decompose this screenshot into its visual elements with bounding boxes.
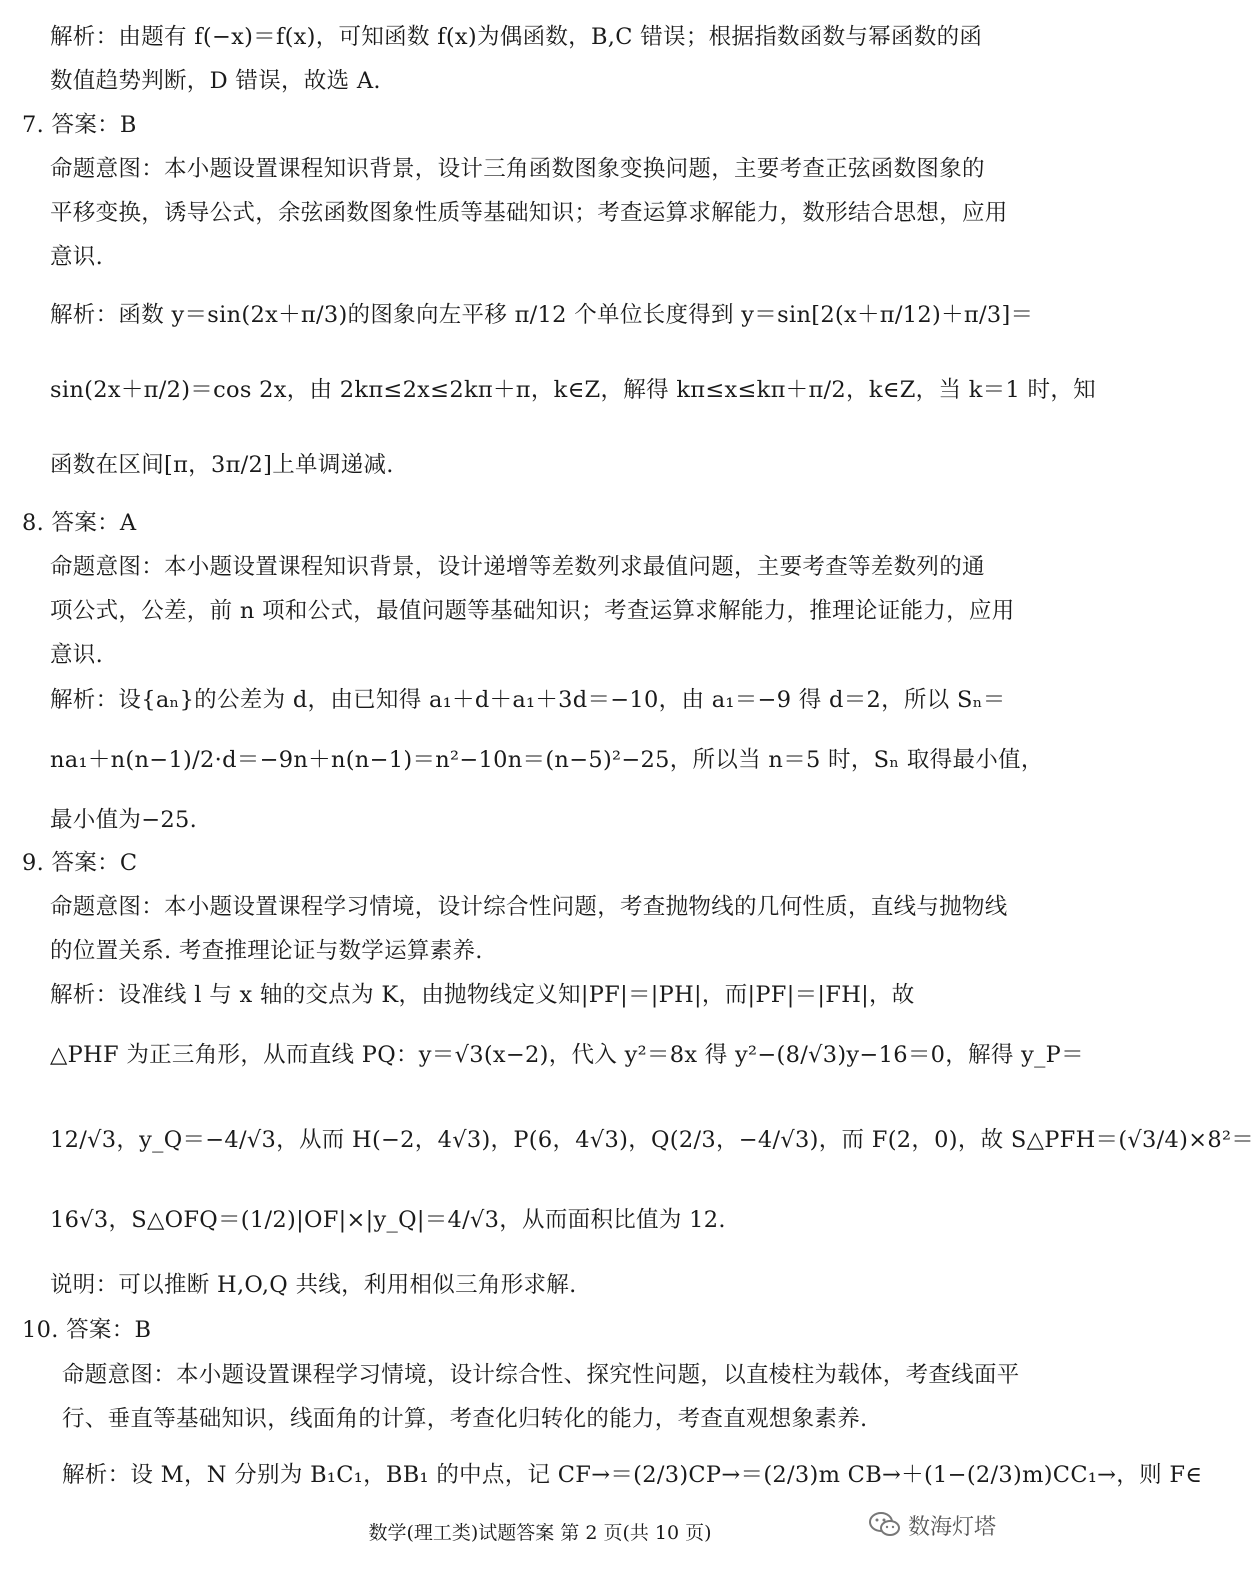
question-8-answer: 8. 答案：A	[22, 510, 137, 536]
text-line: 说明：可以推断 H,O,Q 共线，利用相似三角形求解.	[50, 1272, 577, 1298]
question-10-answer: 10. 答案：B	[22, 1317, 152, 1343]
text-line: △PHF 为正三角形，从而直线 PQ：y＝√3(x−2)，代入 y²＝8x 得 y²−(8/√3)y−16＝0，解得 y_P＝	[50, 1042, 1084, 1068]
text-line: 解析：设{aₙ}的公差为 d，由已知得 a₁＋d＋a₁＋3d＝−10，由 a₁＝−9 得 d＝2，所以 Sₙ＝	[50, 687, 1006, 713]
text-line: 命题意图：本小题设置课程学习情境，设计综合性问题，考查抛物线的几何性质，直线与抛物线	[50, 894, 1008, 920]
question-7-answer: 7. 答案：B	[22, 112, 137, 138]
text-line: sin(2x＋π/2)＝cos 2x，由 2kπ≤2x≤2kπ＋π，k∈Z，解得 kπ≤x≤kπ＋π/2，k∈Z，当 k＝1 时，知	[50, 377, 1096, 403]
question-9-answer: 9. 答案：C	[22, 850, 138, 876]
text-line: 的位置关系. 考查推理论证与数学运算素养.	[50, 938, 483, 964]
text-line: 最小值为−25.	[50, 807, 198, 833]
watermark	[868, 1505, 1058, 1545]
text-line: 16√3，S△OFQ＝(1/2)|OF|×|y_Q|＝4/√3，从而面积比值为 12.	[50, 1207, 726, 1233]
text-line: na₁＋n(n−1)/2·d＝−9n＋n(n−1)＝n²−10n＝(n−5)²−25，所以当 n＝5 时，Sₙ 取得最小值，	[50, 747, 1044, 773]
text-line: 解析：设准线 l 与 x 轴的交点为 K，由抛物线定义知|PF|＝|PH|，而|PF|＝|FH|，故	[50, 982, 915, 1008]
text-line: 函数在区间[π，3π/2]上单调递减.	[50, 452, 394, 478]
text-line: 平移变换，诱导公式，余弦函数图象性质等基础知识；考查运算求解能力，数形结合思想，应用	[50, 200, 1008, 226]
text-line: 意识.	[50, 244, 104, 270]
watermark-text: 数海灯塔	[908, 1514, 997, 1540]
text-line: 命题意图：本小题设置课程知识背景，设计递增等差数列求最值问题，主要考查等差数列的通	[50, 554, 985, 580]
text-line: 意识.	[50, 642, 104, 668]
text-line: 数值趋势判断，D 错误，故选 A.	[50, 68, 381, 94]
text-line: 解析：设 M，N 分别为 B₁C₁，BB₁ 的中点，记 CF→＝(2/3)CP→＝(2/3)m CB→＋(1−(2/3)m)CC₁→，则 F∈	[62, 1462, 1203, 1488]
page-footer: 数学(理工类)试题答案 第 2 页(共 10 页)	[368, 1522, 712, 1544]
text-line: 12/√3，y_Q＝−4/√3，从而 H(−2，4√3)，P(6，4√3)，Q(2/3，−4/√3)，而 F(2，0)，故 S△PFH＝(√3/4)×8²＝	[50, 1127, 1254, 1153]
text-line: 命题意图：本小题设置课程学习情境，设计综合性、探究性问题，以直棱柱为载体，考查线面平	[62, 1362, 1020, 1388]
text-line: 解析：由题有 f(−x)＝f(x)，可知函数 f(x)为偶函数，B,C 错误；根据指数函数与幂函数的函	[50, 24, 983, 50]
text-line: 项公式，公差，前 n 项和公式，最值问题等基础知识；考查运算求解能力，推理论证能力，应用	[50, 598, 1015, 624]
text-line: 命题意图：本小题设置课程知识背景，设计三角函数图象变换问题，主要考查正弦函数图象的	[50, 156, 985, 182]
text-line: 行、垂直等基础知识，线面角的计算，考查化归转化的能力，考查直观想象素养.	[62, 1406, 868, 1432]
text-line: 解析：函数 y＝sin(2x＋π/3)的图象向左平移 π/12 个单位长度得到 y＝sin[2(x＋π/12)＋π/3]＝	[50, 302, 1034, 328]
wechat-icon	[868, 1510, 902, 1540]
